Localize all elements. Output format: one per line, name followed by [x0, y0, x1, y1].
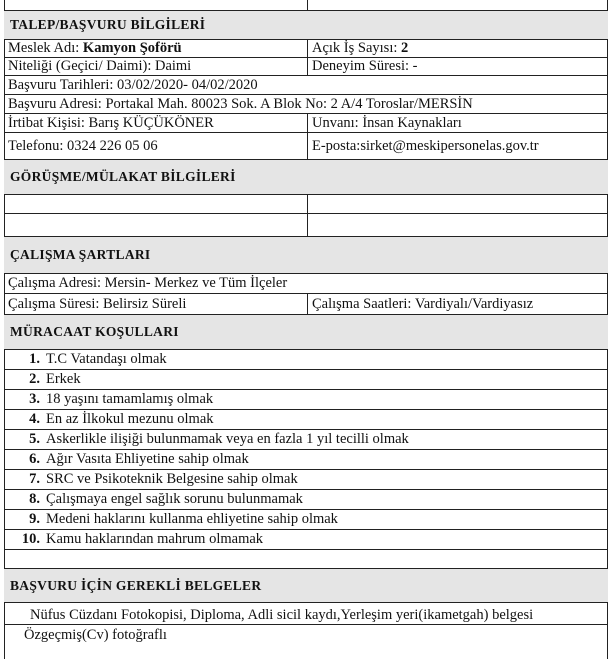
list-number: 4. — [29, 411, 40, 427]
eposta-cell: E-posta:sirket@meskipersonelas.gov.tr — [312, 137, 539, 154]
meslek-cell — [4, 40, 307, 57]
list-number: 6. — [29, 451, 40, 467]
list-item — [4, 390, 608, 410]
list-number: 10. — [21, 531, 40, 547]
section-header-calisma — [4, 236, 608, 274]
list-number: 3. — [29, 391, 40, 407]
nitelik-cell: Niteliği (Geçici/ Daimi): Daimi — [8, 58, 192, 74]
belgeler-line-1: Nüfus Cüzdanı Fotokopisi, Diploma, Adli sicil kaydı,Yerleşim yeri(ikametgah) belgesi — [30, 607, 534, 623]
list-item — [4, 350, 608, 370]
divider — [307, 195, 308, 213]
deneyim-cell: Deneyim Süresi: - — [312, 58, 418, 74]
list-text: Çalışmaya engel sağlık sorunu bulunmamak — [46, 491, 303, 507]
section-title: ÇALIŞMA ŞARTLARI — [10, 247, 151, 262]
section-header-gorusme — [4, 159, 608, 195]
list-text: Askerlikle ilişiği bulunmamak veya en fazla 1 yıl tecilli olmak — [46, 431, 409, 447]
row-telefon — [4, 133, 608, 159]
list-item-empty — [4, 550, 608, 568]
document-page — [4, 0, 608, 659]
meslek-label: Meslek Adı: — [8, 40, 80, 56]
section-header-belgeler — [4, 568, 608, 603]
top-tick — [307, 0, 308, 10]
list-text: SRC ve Psikoteknik Belgesine sahip olmak — [46, 471, 298, 487]
belgeler-underline — [4, 624, 608, 625]
divider — [307, 214, 308, 236]
section-title: GÖRÜŞME/MÜLAKAT BİLGİLERİ — [10, 169, 236, 184]
row-gorusme-empty — [4, 195, 608, 214]
row-calisma-sure — [4, 294, 608, 314]
list-number: 8. — [29, 491, 40, 507]
list-text: T.C Vatandaşı olmak — [46, 351, 167, 367]
row-tarih — [4, 76, 608, 95]
list-number: 1. — [29, 351, 40, 367]
row-adres — [4, 95, 608, 114]
telefon-cell: Telefonu: 0324 226 05 06 — [8, 137, 158, 154]
row-gorusme-empty — [4, 214, 608, 236]
list-text: Erkek — [46, 371, 81, 387]
row-irtibat — [4, 114, 608, 133]
list-item — [4, 490, 608, 510]
list-number: 7. — [29, 471, 40, 487]
list-item — [4, 510, 608, 530]
calisma-sure-cell: Çalışma Süresi: Belirsiz Süreli — [8, 295, 187, 312]
section-title: BAŞVURU İÇİN GEREKLİ BELGELER — [10, 577, 262, 593]
row-calisma-adres — [4, 274, 608, 294]
acik-value: 2 — [401, 40, 409, 56]
list-text: Kamu haklarından mahrum olmamak — [46, 531, 264, 547]
irtibat-cell: İrtibat Kişisi: Barış KÜÇÜKÖNER — [8, 114, 214, 131]
list-text: Medeni haklarını kullanma ehliyetine sahip olmak — [46, 511, 338, 527]
meslek-value: Kamyon Şoförü — [82, 40, 182, 56]
acik-label: Açık İş Sayısı: — [312, 40, 398, 56]
list-item — [4, 370, 608, 390]
section-header-muracaat — [4, 314, 608, 350]
list-item — [4, 430, 608, 450]
list-item — [4, 450, 608, 470]
list-item — [4, 410, 608, 430]
list-item — [4, 530, 608, 550]
calisma-adres-cell: Çalışma Adresi: Mersin- Merkez ve Tüm İlçeler — [8, 275, 288, 291]
section-title: MÜRACAAT KOŞULLARI — [10, 324, 179, 339]
list-text: En az İlkokul mezunu olmak — [46, 411, 214, 427]
list-number: 9. — [29, 511, 40, 527]
acik-cell — [308, 40, 608, 57]
list-text: Ağır Vasıta Ehliyetine sahip olmak — [46, 451, 249, 467]
belgeler-line-2: Özgeçmiş(Cv) fotoğraflı — [24, 627, 167, 643]
list-number: 2. — [29, 371, 40, 387]
list-item — [4, 470, 608, 490]
unvan-cell: Unvanı: İnsan Kaynakları — [312, 114, 462, 131]
tarih-cell: Başvuru Tarihleri: 03/02/2020- 04/02/2020 — [8, 76, 258, 93]
calisma-saat-cell: Çalışma Saatleri: Vardiyalı/Vardiyasız — [312, 295, 534, 312]
row-meslek — [4, 40, 608, 58]
adres-cell: Başvuru Adresi: Portakal Mah. 80023 Sok. A Blok No: 2 A/4 Toroslar/MERSİN — [8, 95, 473, 112]
section-header-talep — [4, 10, 608, 40]
list-text: 18 yaşını tamamlamış olmak — [46, 391, 214, 407]
section-title: TALEP/BAŞVURU BİLGİLERİ — [10, 17, 206, 32]
list-number: 5. — [29, 431, 40, 447]
row-nitelik — [4, 58, 608, 76]
